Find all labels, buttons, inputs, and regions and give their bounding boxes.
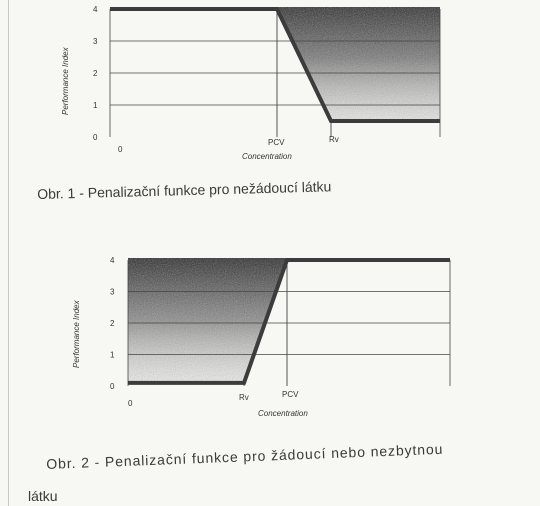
chart-1-y-axis-label: Performance Index — [61, 47, 70, 115]
chart-1-x-axis-label: Concentration — [242, 152, 292, 161]
chart-2-shade-texture — [128, 258, 287, 383]
chart-2-y-tick-labels — [110, 256, 115, 391]
y-tick-label-1: 1 — [110, 350, 115, 360]
chart-1-marker-pcv-label: PCV — [268, 138, 285, 147]
y-tick-label-0: 0 — [93, 133, 98, 142]
figure-2-caption-continued: látku — [28, 488, 58, 504]
chart-2 — [72, 256, 450, 418]
y-tick-label-4: 4 — [110, 256, 115, 265]
chart-1-x-origin-label: 0 — [118, 145, 123, 154]
figure-2-caption: Obr. 2 - Penalizační funkce pro žádoucí nebo nezbytnou — [46, 440, 444, 472]
chart-2-marker-pcv-label: PCV — [282, 390, 299, 399]
chart-1-y-tick-labels — [93, 5, 98, 142]
y-tick-label-4: 4 — [93, 5, 98, 14]
y-tick-label-2: 2 — [110, 319, 115, 328]
chart-2-marker-rv-label: Rv — [239, 393, 249, 402]
chart-2-y-axis-label: Performance Index — [72, 300, 81, 368]
y-tick-label-1: 1 — [93, 101, 98, 110]
chart-2-x-origin-label: 0 — [128, 399, 133, 408]
y-tick-label-3: 3 — [93, 37, 98, 46]
y-tick-label-2: 2 — [93, 69, 98, 78]
y-tick-label-0: 0 — [110, 382, 115, 391]
y-tick-label-3: 3 — [110, 287, 115, 297]
figure-1-caption: Obr. 1 - Penalizační funkce pro nežádoucí látku — [37, 178, 332, 202]
chart-2-x-axis-label: Concentration — [258, 409, 308, 418]
chart-1 — [61, 5, 440, 161]
chart-1-marker-rv-label: Rv — [329, 135, 339, 144]
